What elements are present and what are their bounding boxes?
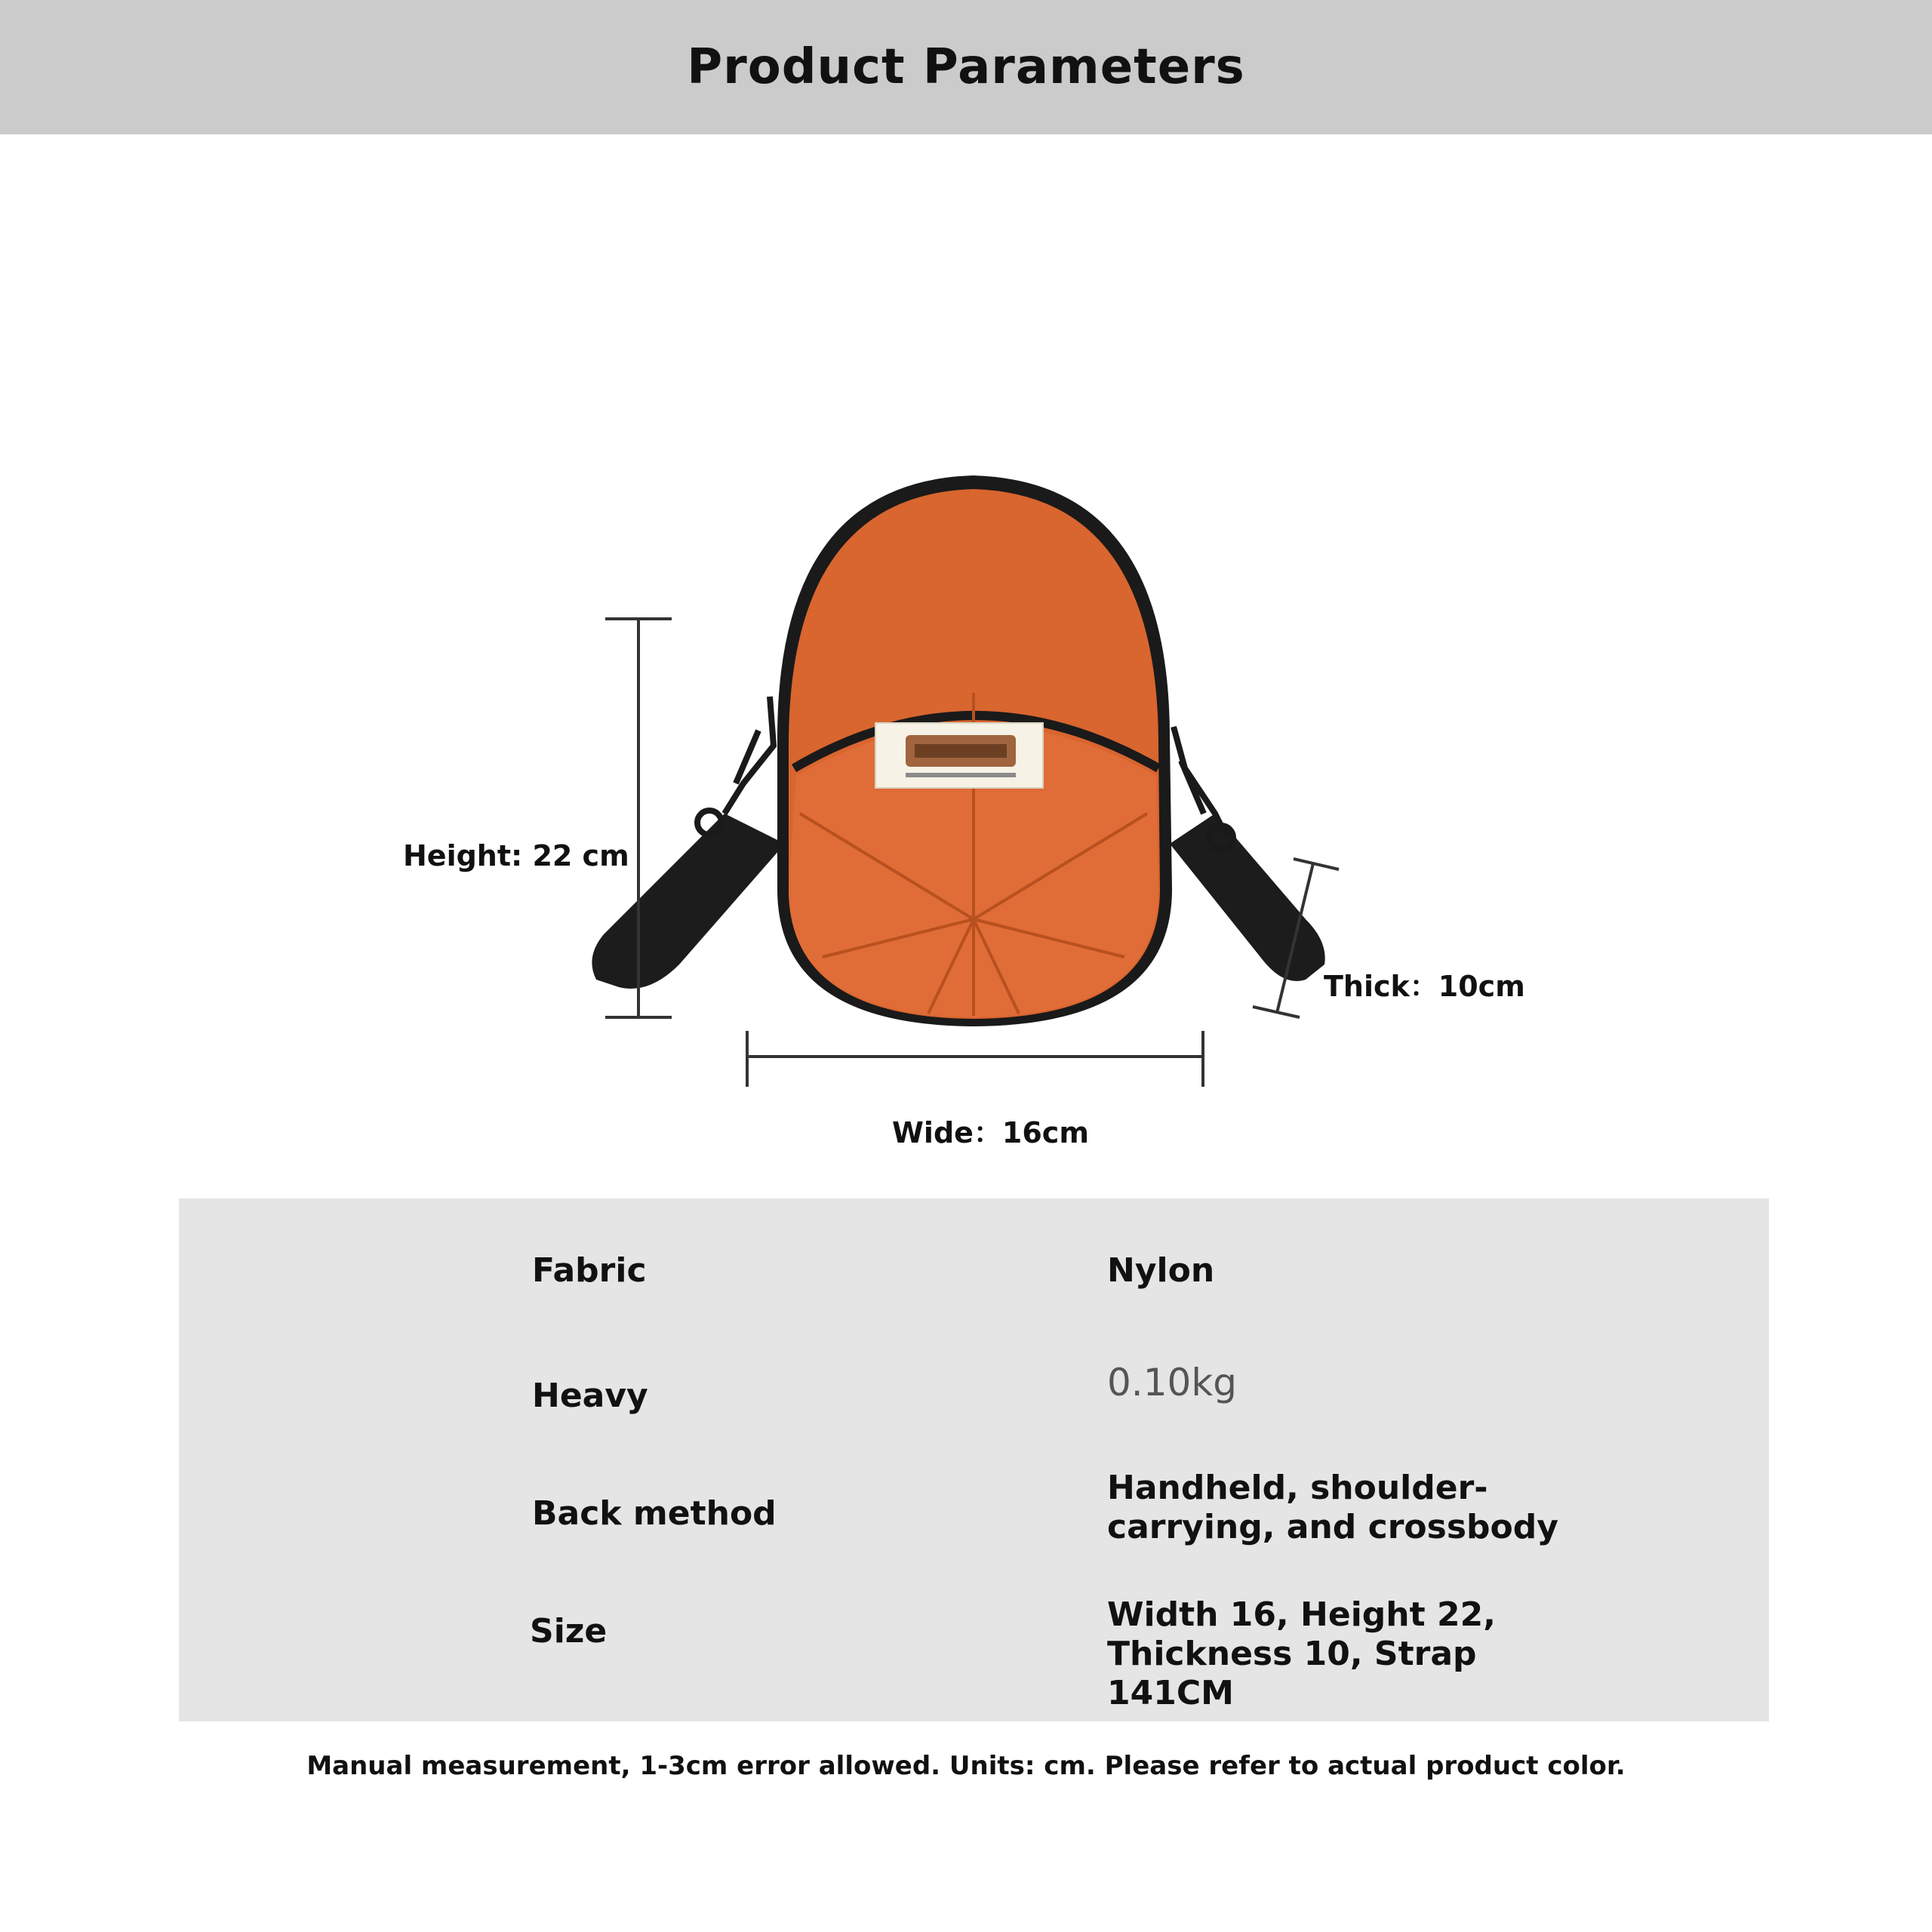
left-clip [697,697,774,835]
page-title: Product Parameters [687,39,1245,95]
parameters-table [179,1198,1769,1721]
product-figure [0,134,1932,1191]
header-bar [0,0,1932,134]
param-value: Handheld, shoulder-carrying, and crossbody [1107,1469,1558,1546]
wide-dimension-line [747,1031,1203,1087]
thick-label: Thick：10cm [1324,970,1525,1003]
param-key: Size [530,1612,608,1651]
bag-illustration [0,134,1932,1191]
param-value: 0.10kg [1107,1361,1238,1404]
height-label: Height: 22 cm [403,839,629,872]
param-key: Fabric [532,1251,647,1290]
footnote: Manual measurement, 1-3cm error allowed. Units: cm. Please refer to actual product color. [306,1751,1626,1781]
param-value: Width 16, Height 22, Thickness 10, Strap 141CM [1107,1595,1496,1712]
param-value: Nylon [1107,1251,1215,1290]
right-strap [1170,814,1325,981]
param-key: Heavy [532,1377,648,1415]
param-key: Back method [532,1494,777,1533]
brand-label-patch [875,723,1043,788]
wide-label: Wide：16cm [892,1116,1089,1149]
